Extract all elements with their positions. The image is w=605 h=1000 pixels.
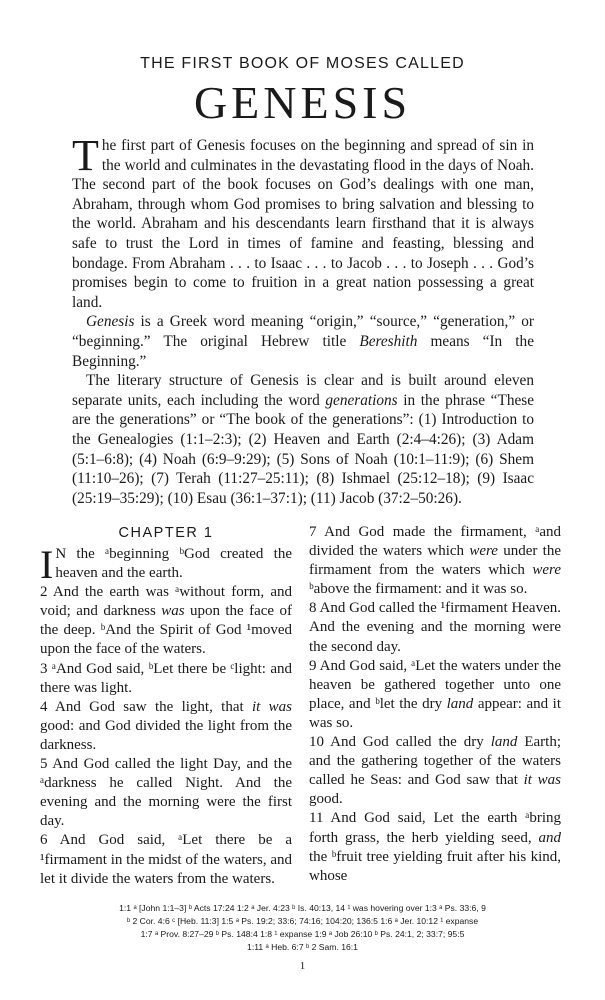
footnote-line: 1:1 ᵃ [John 1:1–3] ᵇ Acts 17:24 1:2 ᵃ Jer. 4:23 ᵇ Is. 40:13, 14 ¹ was hovering over 1:3 ᵃ Ps. 33:6, 9 [119, 903, 486, 913]
verse-6: 6 And God said, ᵃLet there be a ¹firmament in the midst of the waters, and let it divide the waters from the waters. [40, 832, 292, 887]
verse-drop-cap: I [40, 542, 54, 587]
scripture-column-left [40, 524, 292, 889]
verse-5: 5 And God called the light Day, and the ᵃdarkness he called Night. And the evening and the morning were the first day. [40, 756, 292, 830]
book-introduction [72, 131, 534, 508]
verse-4: 4 And God saw the light, that it was good: and God divided the light from the darkness. [40, 698, 292, 753]
cross-reference-footnotes [40, 902, 565, 954]
book-title: GENESIS [193, 77, 412, 128]
verse-7: 7 And God made the firmament, ᵃand divided the waters which were under the firmament from the waters which were ᵇabove the firmament: and it was so. [309, 524, 561, 598]
footnote-line: ᵇ 2 Cor. 4:6 ᶜ [Heb. 11:3] 1:5 ᵃ Ps. 19:2; 33:6; 74:16; 104:20; 136:5 1:6 ᵃ Jer. 10:12 ¹ expanse [126, 916, 479, 926]
chapter-heading: CHAPTER 1 [118, 525, 214, 541]
footnote-line: 1:7 ᵃ Prov. 8:27–29 ᵇ Ps. 148:4 1:8 ¹ expanse 1:9 ᵃ Job 26:10 ᵇ Ps. 24:1, 2; 33:7; 95:5 [140, 929, 465, 939]
verse-8: 8 And God called the ¹firmament Heaven. And the evening and the morning were the second day. [309, 600, 561, 655]
verse-2: 2 And the earth was ᵃwithout form, and void; and darkness was upon the face of the deep. ᵇAnd the Spirit of God ¹moved upon the face of the waters. [40, 584, 292, 658]
verse-1: I N the ᵃbeginning ᵇGod created the heaven and the earth. [40, 542, 292, 587]
book-pre-title: THE FIRST BOOK OF MOSES CALLED [140, 55, 465, 72]
verse-11: 11 And God said, Let the earth ᵃbring forth grass, the herb yielding seed, and the ᵇfruit tree yielding fruit after his kind, whose [309, 810, 561, 884]
scripture-column-right [309, 523, 561, 886]
intro-paragraph-2: Genesis is a Greek word meaning “origin,” “source,” “generation,” or “beginning.” The original Hebrew title Bereshith means “In the Beginning.” [72, 313, 534, 370]
verse-10: 10 And God called the dry land Earth; and the gathering together of the waters called he Seas: and God saw that it was good. [309, 734, 561, 808]
intro-drop-cap: T [72, 131, 99, 180]
intro-paragraph-3: The literary structure of Genesis is clear and is built around eleven separate units, each including the word generations in the phrase “These are the generations” or “The book of the generations”: (1) Introduction to the Genealogies (1:1–2:3); (2) Heaven and Earth (2:4–4:26); (3) Adam (5:1–6:8); (4) Noah (6:9–9:29); (5) Sons of Noah (10:1–11:9); (6) Shem (11:10–26); (7) Terah (11:27–25:11); (8) Ishmael (25:12–18); (9) Isaac (25:19–35:29); (10) Esau (36:1–37:1); (11) Jacob (37:2–50:26). [72, 372, 534, 507]
verse-3: 3 ᵃAnd God said, ᵇLet there be ᶜlight: and there was light. [40, 660, 292, 696]
page-number: 1 [299, 960, 306, 972]
intro-paragraph-1: The first part of Genesis focuses on the beginning and spread of sin in the world and culminates in the devastating flood in the days of Noah. The second part of the book focuses on God’s dealings with one man, Abraham, through whom God promises to bring salvation and blessing to the world. Abraham and his descendants learn firsthand that it is always safe to trust the Lord in times of famine and feasting, blessing and bondage. From Abraham . . . to Isaac . . . to Jacob . . . to Joseph . . . God’s promises begin to come to fruition in a great nation possessing a great land. [72, 131, 534, 311]
footnote-line: 1:11 ᵃ Heb. 6:7 ᵇ 2 Sam. 16:1 [247, 942, 358, 952]
verse-9: 9 And God said, ᵃLet the waters under the heaven be gathered together unto one place, and ᵇlet the dry land appear: and it was so. [309, 657, 561, 731]
